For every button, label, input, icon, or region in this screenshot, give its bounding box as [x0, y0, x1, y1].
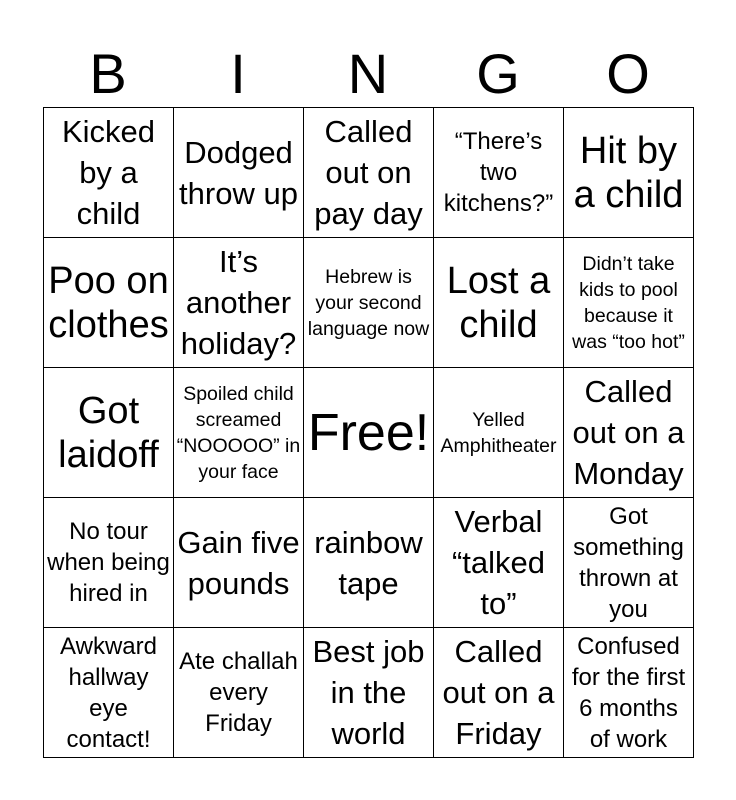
bingo-grid [43, 107, 694, 758]
header-letter-o: O [606, 42, 650, 105]
bingo-cell-12: Spoiled child screamed “NOOOOO” in your face [174, 368, 304, 498]
bingo-cell-4: “There’s two kitchens?” [434, 108, 564, 238]
bingo-cell-25: Confused for the first 6 months of work [564, 628, 694, 758]
bingo-cell-9: Lost a child [434, 238, 564, 368]
bingo-cell-22: Ate challah every Friday [174, 628, 304, 758]
header-letter-i: I [230, 42, 246, 105]
bingo-cell-10: Didn’t take kids to pool because it was “too hot” [564, 238, 694, 368]
bingo-cell-20: Got something thrown at you [564, 498, 694, 628]
bingo-cell-2: Dodged throw up [174, 108, 304, 238]
bingo-cell-7: It’s another holiday? [174, 238, 304, 368]
bingo-cell-21: Awkward hallway eye contact! [44, 628, 174, 758]
bingo-cell-16: No tour when being hired in [44, 498, 174, 628]
header-letter-b: B [89, 42, 127, 105]
bingo-cell-23: Best job in the world [304, 628, 434, 758]
bingo-cell-8: Hebrew is your second language now [304, 238, 434, 368]
bingo-cell-14: Yelled Amphitheater [434, 368, 564, 498]
header-letter-n: N [347, 42, 389, 105]
header-letter-g: G [476, 42, 520, 105]
bingo-cell-11: Got laidoff [44, 368, 174, 498]
bingo-cell-15: Called out on a Monday [564, 368, 694, 498]
bingo-cell-18: rainbow tape [304, 498, 434, 628]
bingo-cell-5: Hit by a child [564, 108, 694, 238]
bingo-header [43, 40, 693, 108]
bingo-cell-17: Gain five pounds [174, 498, 304, 628]
bingo-cell-6: Poo on clothes [44, 238, 174, 368]
bingo-cell-free: Free! [304, 368, 434, 498]
bingo-cell-1: Kicked by a child [44, 108, 174, 238]
bingo-cell-19: Verbal “talked to” [434, 498, 564, 628]
bingo-cell-3: Called out on pay day [304, 108, 434, 238]
bingo-cell-24: Called out on a Friday [434, 628, 564, 758]
